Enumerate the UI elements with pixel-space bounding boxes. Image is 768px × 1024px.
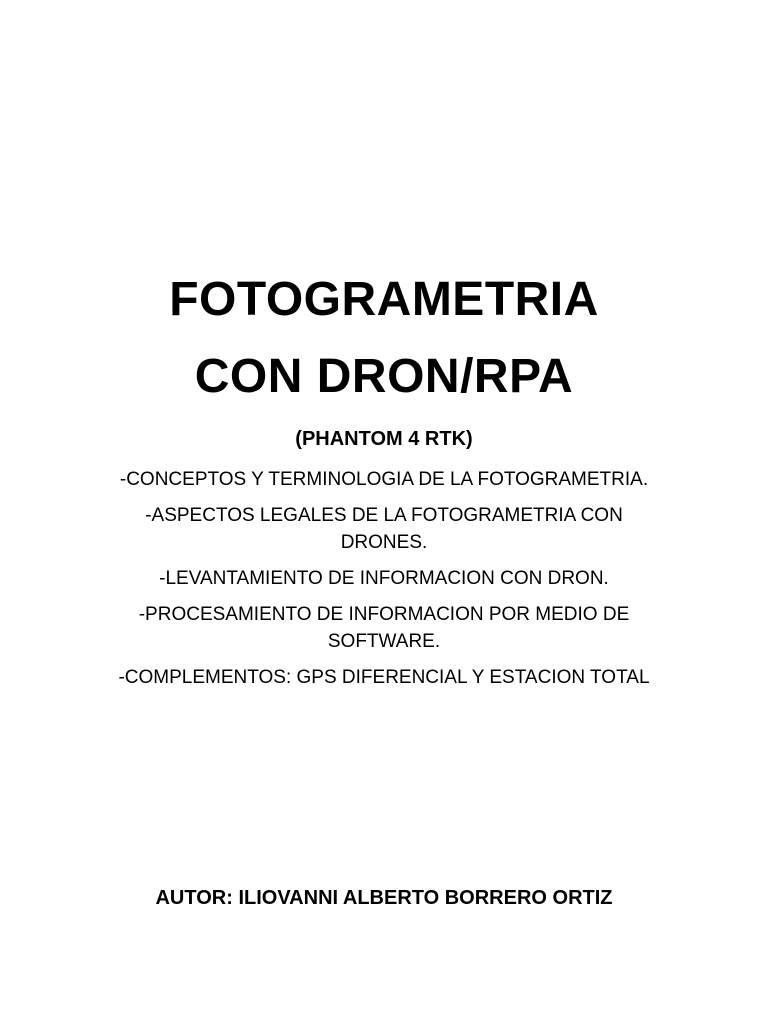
document-subtitle: (PHANTOM 4 RTK) [295,428,473,450]
topic-item-processing: -PROCESAMIENTO DE INFORMACION POR MEDIO DE SOFTWARE. [138,604,630,652]
document-author: AUTOR: ILIOVANNI ALBERTO BORRERO ORTIZ [155,887,613,909]
topic-item-data-collection: -LEVANTAMIENTO DE INFORMACION CON DRON. [159,568,609,589]
document-title-line-2: CON DRON/RPA [194,350,574,403]
topic-item-concepts: -CONCEPTOS Y TERMINOLOGIA DE LA FOTOGRAMETRIA. [119,469,649,490]
topic-list [110,466,658,700]
topic-item-legal-aspects: -ASPECTOS LEGALES DE LA FOTOGRAMETRIA CON DRONES. [145,505,623,553]
document-title-line-1: FOTOGRAMETRIA [169,273,599,326]
topic-item-complements: -COMPLEMENTOS: GPS DIFERENCIAL Y ESTACION TOTAL [118,667,650,688]
